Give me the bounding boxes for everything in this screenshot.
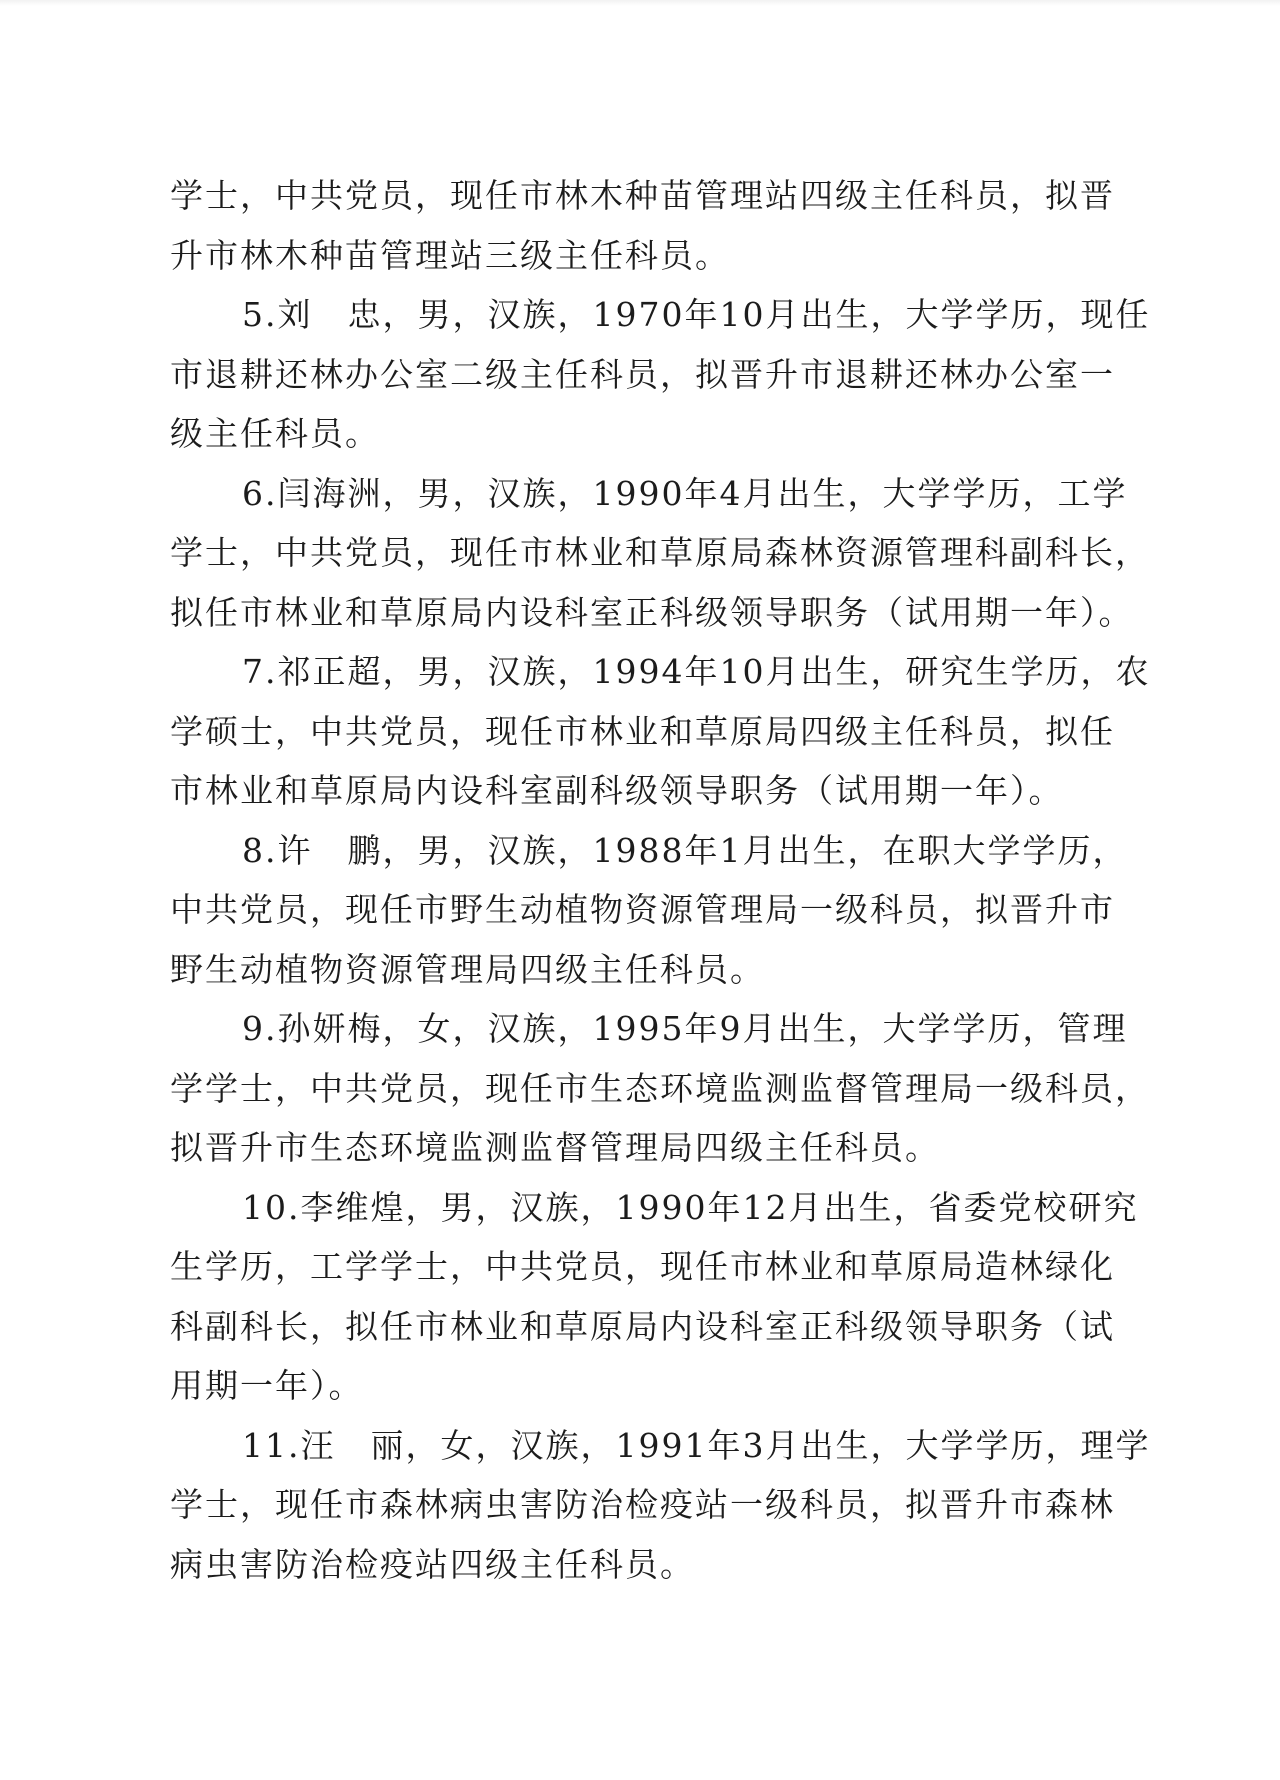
text-line: 学硕士，中共党员，现任市林业和草原局四级主任科员，拟任	[170, 711, 1115, 751]
entry-6	[170, 464, 1150, 643]
entry-10	[170, 1178, 1139, 1416]
text-line: 学士，中共党员，现任市林木种苗管理站四级主任科员，拟晋	[170, 176, 1115, 215]
text-line: 7.祁正超，男，汉族，1994年10月出生，研究生学历，农	[242, 652, 1151, 691]
text-line: 6.闫海洲，男，汉族，1990年4月出生，大学学历，工学	[242, 473, 1128, 513]
text-line: 拟晋升市生态环境监测监督管理局四级主任科员。	[170, 1128, 940, 1167]
text-line: 8.许 鹏，男，汉族，1988年1月出生，在职大学学历，	[242, 830, 1128, 870]
text-line: 11.汪 丽，女，汉族，1991年3月出生，大学学历，理学	[242, 1425, 1151, 1465]
text-line: 拟任市林业和草原局内设科室正科级领导职务（试用期一年）。	[170, 592, 1134, 632]
entry-5	[170, 285, 1151, 464]
text-line: 野生动植物资源管理局四级主任科员。	[170, 949, 765, 989]
text-line: 学学士，中共党员，现任市生态环境监测监督管理局一级科员，	[170, 1068, 1150, 1108]
entry-continuation-4	[170, 166, 1115, 285]
text-line: 病虫害防治检疫站四级主任科员。	[170, 1544, 695, 1584]
text-line: 9.孙妍梅，女，汉族，1995年9月出生，大学学历，管理	[242, 1009, 1128, 1048]
entry-11	[170, 1416, 1151, 1595]
entry-8	[170, 821, 1128, 1000]
text-line: 用期一年）。	[170, 1366, 364, 1405]
entry-9	[170, 999, 1150, 1178]
text-line: 级主任科员。	[170, 414, 380, 453]
text-line: 生学历，工学学士，中共党员，现任市林业和草原局造林绿化	[170, 1247, 1115, 1286]
text-line: 市林业和草原局内设科室副科级领导职务（试用期一年）。	[170, 771, 1064, 810]
text-line: 学士，现任市森林病虫害防治检疫站一级科员，拟晋升市森林	[170, 1485, 1115, 1524]
entry-7	[170, 642, 1151, 821]
text-line: 5.刘 忠，男，汉族，1970年10月出生，大学学历，现任	[242, 295, 1151, 334]
text-line: 学士，中共党员，现任市林业和草原局森林资源管理科副科长，	[170, 533, 1150, 572]
document-body	[170, 166, 1151, 1594]
text-line: 10.李维煌，男，汉族，1990年12月出生，省委党校研究	[242, 1187, 1139, 1227]
text-line: 科副科长，拟任市林业和草原局内设科室正科级领导职务（试	[170, 1306, 1115, 1346]
text-line: 市退耕还林办公室二级主任科员，拟晋升市退耕还林办公室一	[170, 354, 1115, 394]
text-line: 升市林木种苗管理站三级主任科员。	[170, 235, 730, 275]
page-top-edge	[0, 0, 1280, 6]
text-line: 中共党员，现任市野生动植物资源管理局一级科员，拟晋升市	[170, 890, 1115, 929]
